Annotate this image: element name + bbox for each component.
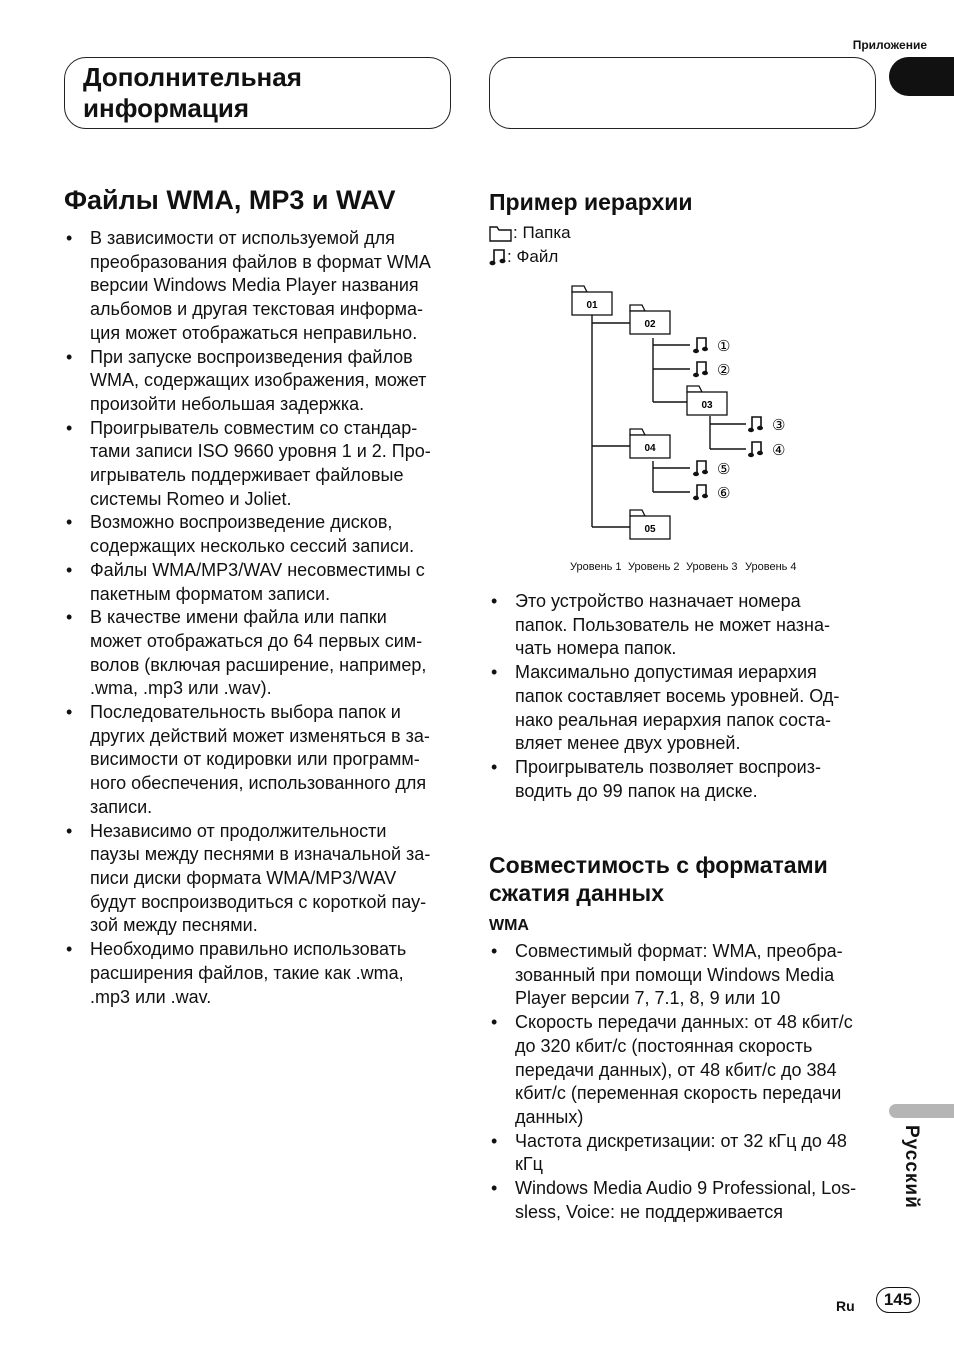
list-item [64,701,464,820]
bullet-line: записи. [90,796,153,817]
folder-01 [572,286,612,315]
compat-title-line2: сжатия данных [489,880,664,906]
bullet-line: расширения файлов, такие как .wma, [90,962,404,983]
folder-hierarchy-diagram [560,280,810,545]
bullet-line: преобразования файлов в формат WMA [90,251,431,272]
bullet-line: sless, Voice: не поддерживается [515,1201,784,1222]
bullet-line: WMA, содержащих изображения, может [90,370,427,391]
folder-03 [687,386,727,415]
legend-file-row [489,245,571,269]
left-bullet-list [64,227,464,1009]
section-header-box [64,57,451,129]
list-item [489,590,889,661]
level-label-4: Уровень 4 [745,561,797,573]
folder-label-03: 03 [701,400,713,411]
language-label: Русский [901,1125,922,1209]
file-mark-3: ③ [772,417,786,434]
file-4 [748,442,785,459]
folder-label-02: 02 [644,319,656,330]
list-item [489,1177,889,1224]
list-item [489,756,889,803]
bullet-line: .mp3 или .wav. [90,986,212,1007]
bullet-line: тами записи ISO 9660 уровня 1 и 2. Про- [90,441,431,462]
folder-label-05: 05 [644,524,656,535]
file-mark-2: ② [717,362,731,379]
list-item [489,940,889,1011]
bullet-line: Совместимый формат: WMA, преобра- [515,941,843,961]
folder-02 [630,305,670,334]
bullet-line: может отображаться до 64 первых сим- [90,630,423,651]
bullet-line: Проигрыватель позволяет воспроиз- [515,756,821,777]
bullet-line: содержащих несколько сессий записи. [90,536,415,557]
bullet-line: других действий может изменяться в за- [90,725,430,746]
list-item [64,417,464,512]
wma-subheading: WMA [489,917,529,934]
bullet-line: чать номера папок. [515,638,677,659]
level-label-1: Уровень 1 [570,561,622,573]
files-title: Файлы WMA, MP3 и WAV [64,185,396,215]
bullet-line: вляет менее двух уровней. [515,733,741,754]
file-3 [748,417,785,434]
bullet-line: В зависимости от используемой для [90,228,395,248]
footer-lang: Ru [836,1298,855,1314]
empty-header-box [489,57,876,129]
file-5 [693,461,730,478]
list-item [64,227,464,346]
bullet-line: писи диски формата WMA/MP3/WAV [90,867,397,888]
bullet-line: Максимально допустимая иерархия [515,662,817,683]
folder-icon [489,223,513,243]
bullet-line: папок составляет восемь уровней. Од- [515,685,840,706]
bullet-line: Возможно воспроизведение дисков, [90,512,393,533]
bullet-line: зой между песнями. [90,915,258,936]
file-1 [693,338,730,355]
bullet-line: произойти небольшая задержка. [90,393,365,414]
bullet-line: будут воспроизводиться с короткой пау- [90,891,427,912]
list-item [489,1130,889,1177]
bullet-line: висимости от кодировки или программ- [90,749,420,770]
bullet-line: Player версии 7, 7.1, 8, 9 или 10 [515,988,781,1009]
bullet-line: В качестве имени файла или папки [90,607,387,628]
bullet-line: Независимо от продолжительности [90,820,387,841]
hierarchy-legend [489,221,571,269]
bullet-line: При запуске воспроизведения файлов [90,346,413,367]
bullet-line: альбомов и другая текстовая информа- [90,299,423,320]
bullet-line: Windows Media Audio 9 Professional, Los- [515,1178,857,1199]
folder-label-01: 01 [586,300,598,311]
list-item [64,820,464,939]
list-item [64,938,464,1009]
file-mark-4: ④ [772,442,786,459]
bullet-line: кГц [515,1154,543,1175]
hierarchy-bullet-list [489,590,889,803]
list-item [64,346,464,417]
legend-folder-row [489,221,571,245]
bullet-line: Это устройство назначает номера [515,591,801,611]
bullet-line: Частота дискретизации: от 32 кГц до 48 [515,1130,847,1151]
file-6 [693,485,730,502]
appendix-label: Приложение [852,38,927,52]
list-item [64,606,464,701]
bullet-line: ция может отображаться неправильно. [90,322,418,343]
legend-folder-text: : Папка [513,223,571,242]
bullet-line: Файлы WMA/MP3/WAV несовместимы с [90,559,425,580]
chapter-tab [889,57,954,96]
file-mark-6: ⑥ [717,485,731,502]
list-item [489,661,889,756]
bullet-line: пакетным форматом записи. [90,583,331,604]
list-item [64,559,464,606]
compat-title-line1: Совместимость с форматами [489,852,828,878]
file-mark-5: ⑤ [717,461,731,478]
language-tab [889,1104,954,1118]
bullet-line: зованный при помощи Windows Media [515,964,835,985]
bullet-line: до 320 кбит/с (постоянная скорость [515,1035,813,1056]
bullet-line: игрыватель поддерживает файловые [90,465,404,486]
bullet-line: паузы между песнями в изначальной за- [90,844,431,865]
bullet-line: папок. Пользователь не может назна- [515,614,830,635]
file-mark-1: ① [717,338,731,355]
bullet-line: данных) [515,1106,584,1127]
bullet-line: нако реальная иерархия папок соста- [515,709,832,730]
folder-05 [630,510,670,539]
section-title-line2: информация [83,93,250,123]
file-2 [693,362,730,379]
music-note-icon [489,247,507,267]
legend-file-text: : Файл [507,247,559,266]
bullet-line: системы Romeo и Joliet. [90,488,292,509]
level-label-2: Уровень 2 [628,561,680,573]
bullet-line: Необходимо правильно использовать [90,939,407,960]
bullet-line: версии Windows Media Player названия [90,275,419,296]
list-item [489,1011,889,1130]
level-label-3: Уровень 3 [686,561,738,573]
folder-label-04: 04 [644,443,656,454]
bullet-line: водить до 99 папок на диске. [515,780,758,801]
section-title-line1: Дополнительная [83,62,302,92]
bullet-line: Скорость передачи данных: от 48 кбит/с [515,1012,853,1033]
bullet-line: кбит/с (переменная скорость передачи [515,1083,842,1104]
bullet-line: ного обеспечения, использованного для [90,773,427,794]
bullet-line: .wma, .mp3 или .wav). [90,678,272,699]
hierarchy-title: Пример иерархии [489,189,693,215]
bullet-line: волов (включая расширение, например, [90,654,427,675]
bullet-line: Проигрыватель совместим со стандар- [90,417,418,438]
compat-title [489,851,828,907]
bullet-line: Последовательность выбора папок и [90,702,401,723]
page-number: 145 [876,1287,920,1313]
list-item [64,511,464,558]
folder-04 [630,429,670,458]
wma-bullet-list [489,940,889,1224]
bullet-line: передачи данных), от 48 кбит/с до 384 [515,1059,837,1080]
